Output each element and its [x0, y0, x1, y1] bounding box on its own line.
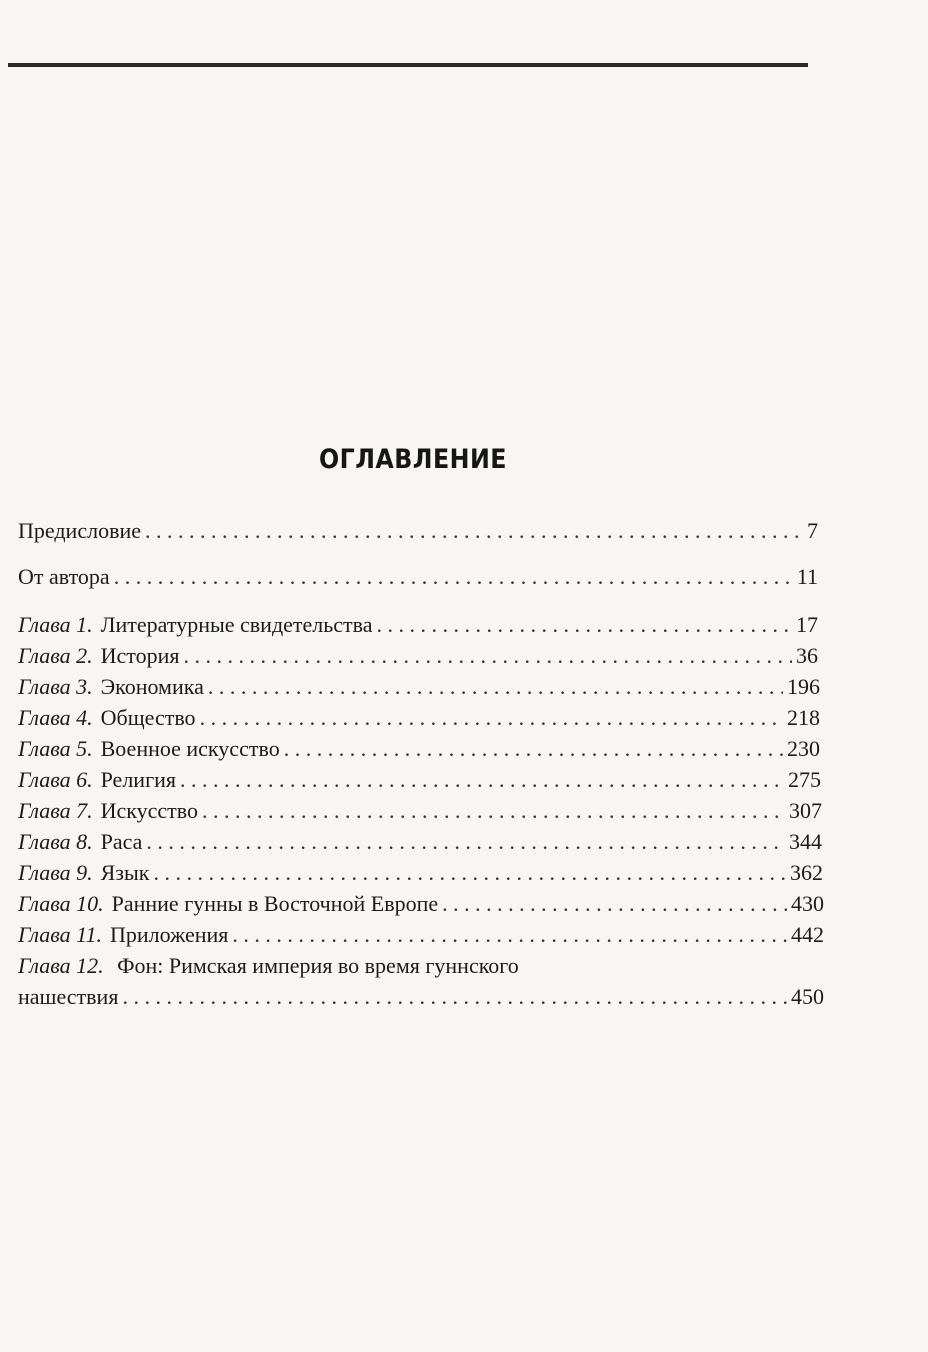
toc-entry-title: Предисловие [18, 518, 141, 543]
dot-leader [200, 705, 783, 725]
toc-entry [18, 922, 824, 948]
page-title: ОГЛАВЛЕНИЕ [319, 444, 507, 475]
dot-leader [180, 767, 784, 787]
toc-entry-title: Раса [100, 829, 143, 854]
toc-page-number: 442 [791, 922, 824, 947]
toc-page-number: 11 [796, 564, 818, 589]
dot-leader [442, 891, 787, 911]
toc-entry [18, 798, 822, 824]
toc-chapter-label: Глава 3. [18, 674, 93, 699]
toc-page-number: 230 [787, 736, 820, 761]
dot-leader [284, 736, 783, 756]
toc-entry-title: Искусство [100, 798, 199, 823]
toc-entry [18, 736, 820, 762]
toc-entry-title: Военное искусство [100, 736, 280, 761]
toc-entry [18, 674, 820, 700]
toc-entry-title: Язык [100, 860, 150, 885]
toc-entry [18, 518, 818, 544]
dot-leader [208, 674, 783, 694]
dot-leader [232, 922, 787, 942]
dot-leader [153, 860, 786, 880]
toc-page-number: 362 [790, 860, 823, 885]
toc-chapter-label: Глава 11. [18, 922, 102, 947]
toc-entry [18, 643, 818, 669]
toc-entry [18, 860, 823, 886]
toc-entry-title: Ранние гунны в Восточной Европе [111, 891, 439, 916]
toc-chapter-label: Глава 9. [18, 860, 93, 885]
toc-entry [18, 705, 820, 731]
toc-entry [18, 953, 519, 979]
toc-page-number: 36 [796, 643, 818, 668]
toc-chapter-label: Глава 10. [18, 891, 104, 916]
toc-chapter-label: Глава 2. [18, 643, 93, 668]
toc-page-number: 344 [789, 829, 822, 854]
toc-entry [18, 564, 818, 590]
dot-leader [145, 518, 803, 538]
toc-chapter-label: Глава 8. [18, 829, 93, 854]
toc-entry-title: Религия [100, 767, 176, 792]
toc-page-number: 7 [807, 518, 818, 543]
toc-entry-title: История [100, 643, 180, 668]
toc-page-number: 17 [796, 612, 818, 637]
dot-leader [202, 798, 785, 818]
dot-leader [146, 829, 785, 849]
toc-chapter-label: Глава 7. [18, 798, 93, 823]
toc-entry-title: Литературные свидетельства [100, 612, 373, 637]
toc-page-number: 275 [788, 767, 821, 792]
toc-page-number: 218 [787, 705, 820, 730]
toc-entry-title: Общество [100, 705, 196, 730]
toc-page-number: 196 [787, 674, 820, 699]
toc-chapter-label: Глава 1. [18, 612, 93, 637]
toc-chapter-label: Глава 5. [18, 736, 93, 761]
toc-entry [18, 612, 818, 638]
toc-chapter-label: Глава 4. [18, 705, 93, 730]
dot-leader [377, 612, 792, 632]
toc-page-number: 450 [791, 984, 824, 1009]
dot-leader [122, 984, 787, 1004]
toc-page-number: 430 [791, 891, 824, 916]
toc-entry-title: Фон: Римская империя во время гуннского [117, 953, 519, 978]
toc-entry-title: Экономика [100, 674, 204, 699]
toc-chapter-label: Глава 12. [18, 953, 104, 978]
toc-entry-title: Приложения [109, 922, 229, 947]
toc-entry-continuation [18, 984, 824, 1010]
dot-leader [114, 564, 793, 584]
toc-entry-title-continuation: нашествия [18, 984, 119, 1009]
toc-chapter-label: Глава 6. [18, 767, 93, 792]
toc-entry [18, 767, 821, 793]
toc-entry [18, 829, 822, 855]
toc-page-number: 307 [789, 798, 822, 823]
toc-entry-title: От автора [18, 564, 110, 589]
toc-entry [18, 891, 824, 917]
dot-leader [183, 643, 792, 663]
